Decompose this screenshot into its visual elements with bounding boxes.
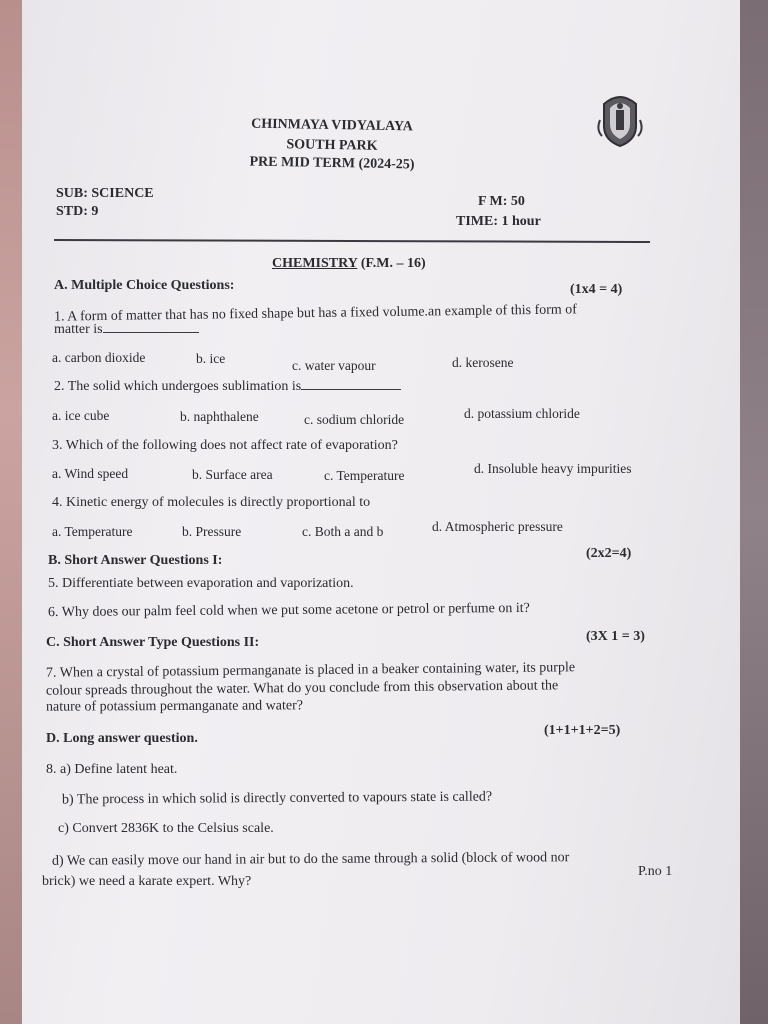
q5-text: 5. Differentiate between evaporation and vaporization. <box>48 576 354 591</box>
background-right <box>738 0 768 1024</box>
q2-text: 2. The solid which undergoes sublimation is <box>54 379 401 395</box>
page-number: P.no 1 <box>638 864 673 879</box>
exam-paper <box>22 0 740 1024</box>
q8c-text: c) Convert 2836K to the Celsius scale. <box>58 821 274 836</box>
q1-text-line2: matter is <box>54 322 199 338</box>
section-a-marks: (1x4 = 4) <box>570 282 623 297</box>
q4-option-d: d. Atmospheric pressure <box>432 519 563 534</box>
header-divider <box>54 239 650 243</box>
section-c-marks: (3X 1 = 3) <box>586 629 645 644</box>
q8d-line2: brick) we need a karate expert. Why? <box>42 874 252 889</box>
school-branch: SOUTH PARK <box>286 137 378 154</box>
q3-option-d: d. Insoluble heavy impurities <box>474 461 632 476</box>
q4-text: 4. Kinetic energy of molecules is directly proportional to <box>52 495 371 510</box>
q8d-line1: d) We can easily move our hand in air but to do the same through a solid (block of wood nor <box>51 850 570 869</box>
q7-line3: nature of potassium permanganate and water? <box>45 698 303 715</box>
full-marks-label: F M: 50 <box>478 194 525 209</box>
q3-option-b: b. Surface area <box>192 467 273 482</box>
q2-option-c: c. sodium chloride <box>304 412 405 427</box>
section-a-title: A. Multiple Choice Questions: <box>54 278 235 293</box>
section-marks: (F.M. – 16) <box>357 256 426 271</box>
section-b-marks: (2x2=4) <box>586 546 632 561</box>
section-name: CHEMISTRY <box>272 256 358 271</box>
q3-option-c: c. Temperature <box>324 468 405 483</box>
q8b-text: b) The process in which solid is directly converted to vapours state is called? <box>61 789 493 808</box>
q1-blank <box>103 332 199 333</box>
q1-option-a: a. carbon dioxide <box>52 350 146 365</box>
q6-text: 6. Why does our palm feel cold when we put some acetone or petrol or perfume on it? <box>47 600 530 621</box>
q7-line2: colour spreads throughout the water. What do you conclude from this observation about the <box>45 678 559 699</box>
q7-line1: 7. When a crystal of potassium permanganate is placed in a beaker containing water, its purple <box>45 660 576 681</box>
q1-option-b: b. ice <box>196 351 226 366</box>
q8a-text: 8. a) Define latent heat. <box>46 762 178 777</box>
q2-option-a: a. ice cube <box>52 408 110 423</box>
section-d-title: D. Long answer question. <box>46 731 198 746</box>
q4-option-b: b. Pressure <box>182 524 242 539</box>
school-name: CHINMAYA VIDYALAYA <box>251 116 413 135</box>
q3-option-a: a. Wind speed <box>52 466 129 481</box>
time-label: TIME: 1 hour <box>456 214 541 229</box>
std-label: STD: 9 <box>56 204 99 219</box>
q4-option-c: c. Both a and b <box>302 524 384 539</box>
q1-option-d: d. kerosene <box>452 355 514 370</box>
school-crest-icon <box>596 90 644 148</box>
q2-blank <box>301 389 401 390</box>
exam-title: PRE MID TERM (2024-25) <box>249 154 415 173</box>
q4-option-a: a. Temperature <box>52 524 133 539</box>
q2-option-d: d. potassium chloride <box>464 406 580 421</box>
q1-option-c: c. water vapour <box>292 358 376 373</box>
section-d-marks: (1+1+1+2=5) <box>544 723 621 738</box>
section-b-title: B. Short Answer Questions I: <box>48 553 223 568</box>
q2-option-b: b. naphthalene <box>180 409 259 424</box>
q3-text: 3. Which of the following does not affect rate of evaporation? <box>52 438 398 453</box>
q1-text-line1: 1. A form of matter that has no fixed shape but has a fixed volume.an example of this form of <box>53 302 577 325</box>
subject-label: SUB: SCIENCE <box>56 186 154 201</box>
section-c-title: C. Short Answer Type Questions II: <box>46 635 260 650</box>
section-title <box>272 256 426 272</box>
